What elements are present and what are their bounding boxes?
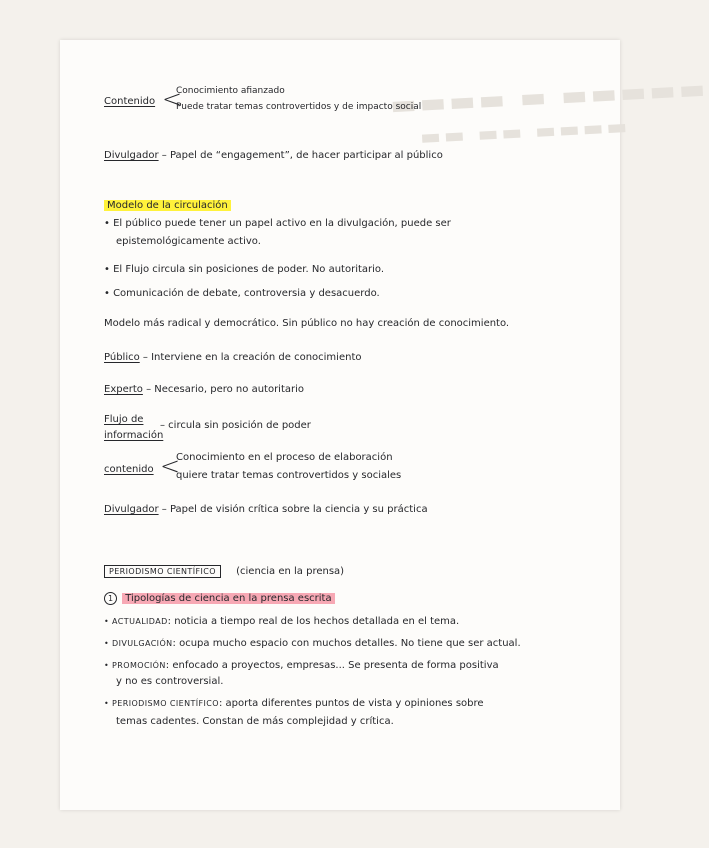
modelo-title-text: Modelo de la circulación: [104, 200, 231, 211]
bleed-through-mark: ▬▬ ▬▬ ▬▬▬▬: [419, 114, 631, 151]
publico-line: [104, 352, 362, 363]
periodismo-title: PERIODISMO CIENTÍFICO: [104, 565, 221, 578]
experto-line: [104, 384, 304, 395]
experto-text: – Necesario, pero no autoritario: [146, 384, 305, 395]
brace-1: <: [162, 85, 183, 113]
tipologia-item-promocion-cont: [116, 676, 223, 687]
tipologia-item-periodismo-cont: [116, 716, 394, 727]
modelo-bullet-2: • El Flujo circula sin posiciones de poder. No autoritario.: [104, 264, 385, 275]
contenido-item-1a: Conocimiento afianzado: [176, 86, 285, 96]
tipologia-label: • DIVULGACIÓN: [104, 639, 173, 648]
contenido-item-2b: quiere tratar temas controvertidos y sociales: [176, 470, 402, 481]
divulgador-line-1: [104, 150, 443, 161]
tipologia-text: temas cadentes. Constan de más complejidad y crítica.: [116, 716, 394, 727]
experto-label: Experto: [104, 384, 143, 395]
modelo-bullet-3: • Comunicación de debate, controversia y desacuerdo.: [104, 288, 380, 299]
tipologias-heading: [104, 592, 335, 605]
notebook-page: [60, 40, 709, 810]
modelo-bullet-1: • El público puede tener un papel activo en la divulgación, puede ser: [104, 218, 451, 229]
periodismo-heading: [104, 566, 344, 577]
brace-2: <: [160, 452, 181, 480]
divulgador-label-2: Divulgador: [104, 504, 159, 515]
flujo-label-2: información: [104, 430, 164, 441]
divulgador-text-1: – Papel de “engagement”, de hacer participar al público: [161, 150, 443, 161]
section-number: 1: [104, 592, 117, 605]
tipologia-label: • PERIODISMO CIENTÍFICO: [104, 699, 219, 708]
contenido-item-2a: Conocimiento en el proceso de elaboración: [176, 452, 393, 463]
tipologia-item-periodismo: [104, 698, 484, 709]
contenido-label-1: Contenido: [104, 96, 156, 107]
publico-label: Público: [104, 352, 140, 363]
modelo-bullet-1-cont: epistemológicamente activo.: [116, 236, 261, 247]
divulgador-line-2: [104, 504, 428, 515]
tipologia-item-actualidad: [104, 616, 459, 627]
tipologia-label: • PROMOCIÓN: [104, 661, 166, 670]
bleed-through-mark: ▬▬▬▬ ▬ ▬▬▬▬▬: [389, 71, 709, 122]
tipologias-title: Tipologías de ciencia en la prensa escrita: [122, 593, 334, 604]
modelo-summary: Modelo más radical y democrático. Sin público no hay creación de conocimiento.: [104, 318, 510, 329]
tipologia-label: • ACTUALIDAD: [104, 617, 168, 626]
tipologia-item-divulgacion: [104, 638, 521, 649]
tipologia-text: y no es controversial.: [116, 676, 224, 687]
modelo-title: [104, 200, 231, 211]
publico-text: – Interviene en la creación de conocimiento: [142, 352, 362, 363]
flujo-text: – circula sin posición de poder: [160, 420, 311, 431]
tipologia-text: : aporta diferentes puntos de vista y opiniones sobre: [218, 698, 484, 709]
tipologia-item-promocion: [104, 660, 499, 671]
contenido-label-2: contenido: [104, 464, 154, 475]
divulgador-label-1: Divulgador: [104, 150, 159, 161]
tipologia-text: : ocupa mucho espacio con muchos detalles. No tiene que ser actual.: [172, 638, 521, 649]
flujo-label-1: Flujo de: [104, 414, 144, 425]
periodismo-subtitle: (ciencia en la prensa): [236, 566, 345, 577]
tipologia-text: : enfocado a proyectos, empresas... Se presenta de forma positiva: [165, 660, 499, 671]
contenido-item-1b: Puede tratar temas controvertidos y de impacto social: [176, 102, 422, 112]
divulgador-text-2: – Papel de visión crítica sobre la ciencia y su práctica: [161, 504, 428, 515]
tipologia-text: : noticia a tiempo real de los hechos detallada en el tema.: [167, 616, 460, 627]
